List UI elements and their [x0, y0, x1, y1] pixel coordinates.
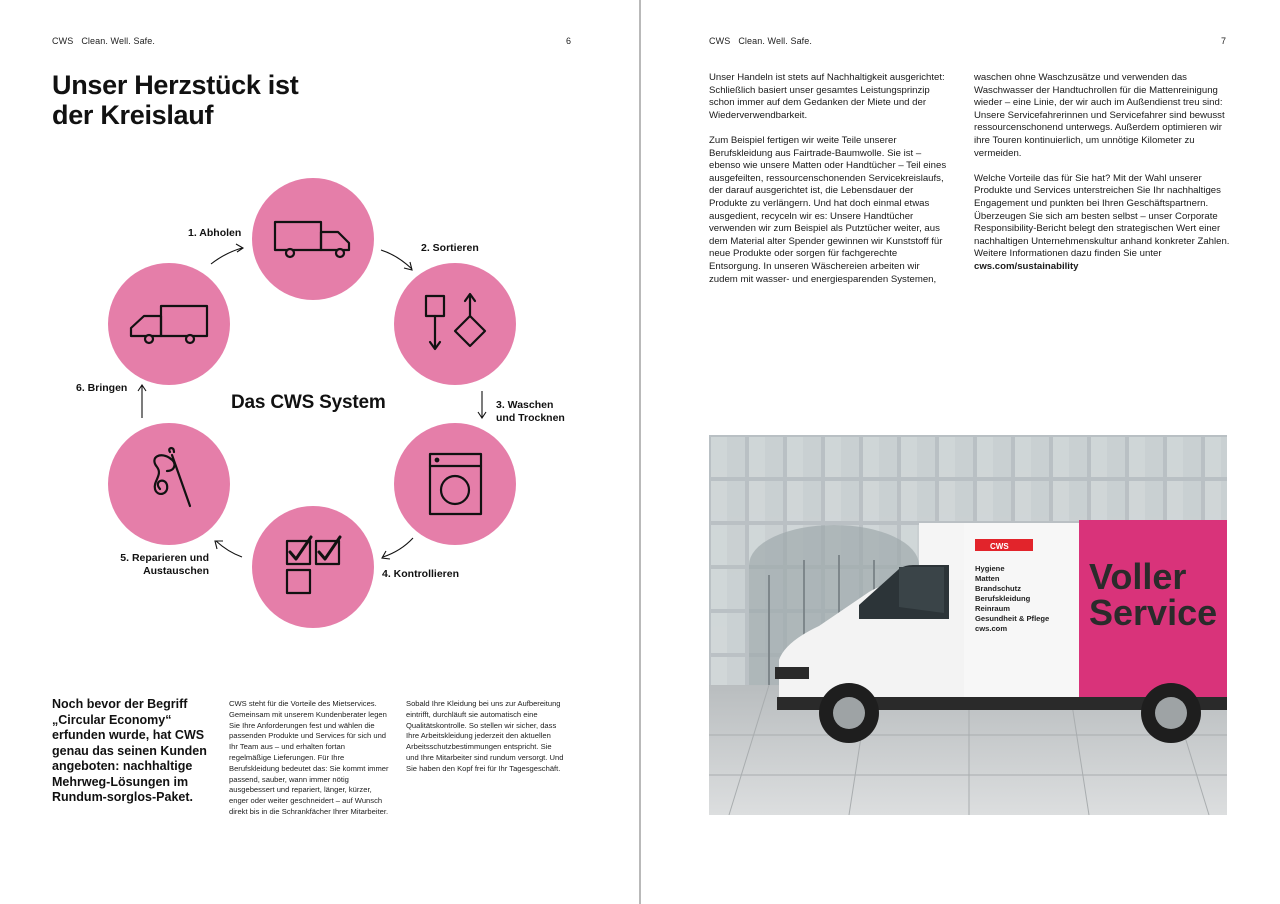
step-label-waschen-line-1: 3. Waschen	[496, 399, 554, 411]
step-label-sortieren	[421, 242, 479, 255]
arrow-abholen-to-sortieren	[381, 250, 412, 269]
circle-sortieren	[394, 263, 516, 385]
step-label-bringen-text: 6. Bringen	[76, 382, 128, 394]
step-label-abholen-text: 1. Abholen	[188, 227, 242, 239]
van-list-item: Gesundheit & Pflege	[975, 614, 1050, 623]
van-list-item: Hygiene	[975, 564, 1005, 573]
van-list-item: Matten	[975, 574, 1000, 583]
right-body-column-1	[709, 72, 947, 299]
step-label-kontrollieren	[382, 568, 459, 581]
van-list-item: Reinraum	[975, 604, 1011, 613]
step-label-kontrollieren-text: 4. Kontrollieren	[382, 568, 460, 580]
headline-line-1: Unser Herzstück ist	[52, 70, 299, 100]
intro-paragraph: Noch bevor der Begriff „Circular Economy“ erfunden wurde, hat CWS genau das seinen Kunden angeboten: nachhaltige Mehrweg-Lösungen im Rundum-sorglos-Paket.	[52, 697, 207, 804]
van-list-item: Berufskleidung	[975, 594, 1031, 603]
step-label-reparieren	[115, 552, 209, 578]
van-list-item: cws.com	[975, 624, 1008, 633]
circle-waschen	[394, 423, 516, 545]
circle-abholen	[252, 178, 374, 300]
headline-line-2: der Kreislauf	[52, 100, 214, 130]
page-number-right: 7	[1221, 36, 1227, 46]
page-gutter	[639, 0, 641, 904]
circle-bringen	[108, 263, 230, 385]
step-label-waschen	[496, 399, 565, 425]
van-logo-text: CWS	[990, 542, 1009, 551]
arrow-bringen-to-abholen	[211, 248, 242, 264]
body-column-1: CWS steht für die Vorteile des Mietservices. Gemeinsam mit unserem Kundenberater legen Sie Ihre Anforderungen fest und wählen die passenden Produkte und Services für sich und Ihr Team aus – und erhalten fortan regelmäßige Lieferungen. Für Ihre Berufskleidung bedeutet das: Sie kommt immer passend, sauber, wann immer nötig ausgebessert und repariert, länger, kürzer, enger oder weiter geschneidert – auf Wunsch direkt bis in die Schrankfächer Ihrer Mitarbeiter.	[229, 699, 389, 816]
body-column-2: Sobald Ihre Kleidung bei uns zur Aufbereitung eintrifft, durchläuft sie automatisch eine Qualitätskontrolle. So stellen wir sicher, dass Ihre Arbeitskleidung jederzeit den aktuellen Arbeitsschutzbestimmungen entspricht. Sie und Ihre Mitarbeiter sind rundum versorgt. Und Sie haben den Kopf frei für Ihr Tagesgeschäft.	[406, 699, 564, 773]
van-slogan-line-1: Voller	[1089, 556, 1187, 597]
circle-kontrollieren	[252, 506, 374, 628]
step-label-bringen	[76, 382, 127, 395]
diagram-center-title: Das CWS System	[231, 392, 386, 413]
running-head-tagline: Clean. Well. Safe.	[81, 36, 155, 46]
running-head-brand-right: CWS	[709, 36, 731, 46]
right-body-column-2	[974, 72, 1230, 274]
step-label-sortieren-text: 2. Sortieren	[421, 242, 479, 254]
right-col1-paragraph-2: Zum Beispiel fertigen wir weite Teile unserer Berufskleidung aus Fairtrade-Baumwolle. Sie ist – ebenso wie unsere Matten oder Handtücher – Teil eines ausgefeilten, ressourcenschonenden Servicekreislaufs, der darauf ausgerichtet ist, die Lebensdauer der Produkte zu verlängern. Und hat doch einmal etwas ausgedient, recyceln wir es: Unsere Handtücher verwenden wir zum Beispiel als Putztücher weiter, aus dem Material alter Spender gewinnen wir Kunststoff für neue Produkte oder sorgen für fachgerechte Entsorgung. In unseren Wäschereien arbeiten wir zudem mit wasser- und energiesparenden Systemen,	[709, 134, 947, 285]
right-col2-paragraph-2: Welche Vorteile das für Sie hat? Mit der Wahl unserer Produkte und Services unterstreichen Sie Ihr nachhaltiges Engagement und punkten bei Ihren Geschäftspartnern. Überzeugen Sie sich am besten selbst – unser Corporate Responsibility-Bericht belegt den strategischen Wert einer nachhaltigen Unternehmenskultur anhand konkreter Zahlen. Weitere Informationen dazu finden Sie unter	[974, 172, 1230, 260]
page-number-left: 6	[566, 36, 572, 46]
van-list-item: Brandschutz	[975, 584, 1021, 593]
right-col1-paragraph-1: Unser Handeln ist stets auf Nachhaltigkeit ausgerichtet: Schließlich basiert unser gesamtes Leistungsprinzip schon immer auf dem Gedanken der Miete und der Wiederverwendbarkeit.	[709, 72, 945, 121]
running-head-right	[709, 36, 812, 46]
step-label-abholen	[188, 227, 241, 240]
van-slogan-line-2: Service	[1089, 592, 1218, 633]
arrow-kontrollieren-to-reparieren	[216, 541, 242, 557]
van-photo	[709, 435, 1227, 815]
circle-reparieren	[108, 423, 230, 545]
running-head-brand: CWS	[52, 36, 74, 46]
sustainability-link[interactable]: cws.com/sustainability	[974, 260, 1079, 272]
running-head-tagline-right: Clean. Well. Safe.	[738, 36, 812, 46]
arrow-waschen-to-kontrollieren	[383, 538, 413, 557]
step-label-waschen-line-2: und Trocknen	[496, 412, 565, 424]
right-col2-paragraph-1: waschen ohne Waschzusätze und verwenden das Waschwasser der Handtuchrollen für die Mattenreinigung wieder – eine Linie, der wir auch im Außendienst treu sind: Unsere Servicefahrerinnen und Servicefahrer sind bewusst ressourcenschonend unterwegs. Außerdem optimieren wir ihre Touren kontinuierlich, um unnötige Kilometer zu vermeiden.	[974, 72, 1225, 159]
step-label-reparieren-line-1: 5. Reparieren und	[120, 552, 209, 564]
step-label-reparieren-line-2: Austauschen	[143, 565, 209, 577]
cws-cycle-diagram	[0, 0, 639, 660]
